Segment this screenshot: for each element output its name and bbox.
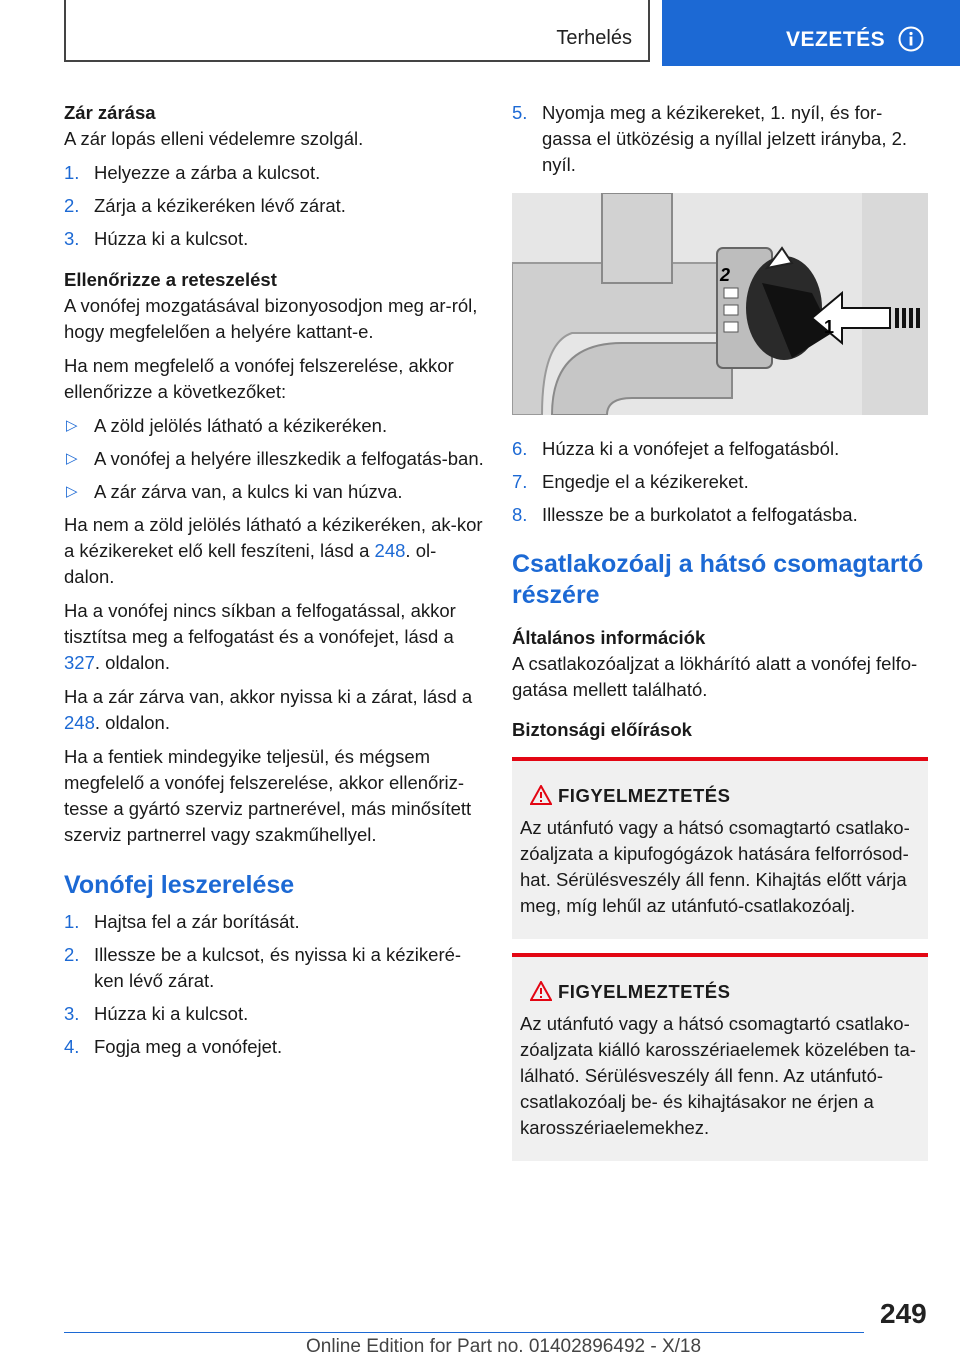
list-item	[64, 160, 484, 186]
list-item	[512, 469, 928, 495]
step-number: 1.	[64, 911, 80, 932]
step-number: 1.	[64, 162, 80, 183]
step-text: Hajtsa fel a zár borítását.	[94, 911, 300, 932]
step-text: Húzza ki a kulcsot.	[94, 1003, 249, 1024]
list-item	[64, 479, 484, 505]
step-text: Illessze be a burkolatot a felfogatásba.	[542, 504, 858, 525]
check-bullet-list	[64, 413, 484, 505]
section-box	[64, 0, 650, 62]
list-item	[64, 446, 484, 472]
chapter-tab-label: VEZETÉS	[786, 28, 886, 51]
step-text: Engedje el a kézikereket.	[542, 471, 749, 492]
step-number: 2.	[64, 195, 80, 216]
warning-box	[512, 953, 928, 1161]
remove-steps-list	[64, 909, 484, 1060]
heading-safety: Biztonsági előírások	[512, 719, 692, 740]
step-number: 4.	[64, 1036, 80, 1057]
list-item	[64, 413, 484, 439]
edition-text: Online Edition for Part no. 01402896492 - X/18	[306, 1336, 702, 1357]
list-item	[64, 193, 484, 219]
towbar-illustration	[512, 193, 928, 415]
paragraph-ref-3: Ha a zár zárva van, akkor nyissa ki a zárat, lásd a 248. oldalon.	[64, 686, 473, 733]
warning-title: FIGYELMEZTETÉS	[520, 979, 920, 1005]
list-item	[512, 436, 928, 462]
footer-divider	[64, 1332, 864, 1333]
bullet-text: A vonófej a helyére illeszkedik a felfogatás-ban.	[94, 448, 484, 469]
warning-triangle-icon	[530, 981, 552, 1001]
step-text: Helyezze a zárba a kulcsot.	[94, 162, 321, 183]
step-text: Fogja meg a vonófejet.	[94, 1036, 283, 1057]
step-number: 5.	[512, 102, 528, 123]
section-title: Terhelés	[556, 27, 632, 49]
page-number: 249	[880, 1298, 927, 1329]
bullet-text: A zár zárva van, a kulcs ki van húzva.	[94, 481, 403, 502]
list-item	[64, 226, 484, 252]
warning-box	[512, 757, 928, 939]
step-text: Nyomja meg a kézikereket, 1. nyíl, és for-gassa el ütközésig a nyíllal jelzett irányba, 2. nyíl.	[542, 102, 908, 175]
step-number: 8.	[512, 504, 528, 525]
warning-text: Az utánfutó vagy a hátsó csomagtartó csatlako-zóaljzata a kipufogógázok hatására felforrósod-hat. Sérülésveszély áll fenn. Kihajtás előtt várja meg, míg lehűl az utánfutó-csatlakozóalj.	[520, 817, 910, 916]
callout-1: 1	[824, 317, 835, 337]
step-text: Húzza ki a kulcsot.	[94, 228, 249, 249]
paragraph-ref-2: Ha a vonófej nincs síkban a felfogatással, akkor tisztítsa meg a felfogatást és a vonófejet, lásd a 327. oldalon.	[64, 600, 456, 673]
list-item	[64, 909, 484, 935]
right-column	[512, 100, 928, 1161]
paragraph-check-1: A vonófej mozgatásával bizonyosodjon meg ar-ról, hogy megfelelően a helyére kattant-e.	[64, 295, 478, 342]
page-link-248[interactable]: 248	[64, 712, 95, 733]
triangle-bullet-icon: ▷	[66, 483, 78, 500]
bullet-text: A zöld jelölés látható a kézikeréken.	[94, 415, 388, 436]
left-column	[64, 100, 484, 1067]
heading-lock: Zár zárása	[64, 102, 156, 123]
heading-check: Ellenőrizze a reteszelést	[64, 269, 277, 290]
step-number: 7.	[512, 471, 528, 492]
triangle-bullet-icon: ▷	[66, 417, 78, 434]
heading-remove: Vonófej leszerelése	[64, 871, 295, 899]
page-header	[0, 0, 960, 66]
list-item	[512, 100, 928, 178]
step-number: 3.	[64, 228, 80, 249]
heading-general: Általános információk	[512, 627, 706, 648]
warning-text: Az utánfutó vagy a hátsó csomagtartó csatlako-zóaljzata kiálló karosszériaelemek közelében ta-lálható. Sérülésveszély áll fenn. Az utánfutó-csatlakozóalj be- és kihajtásakor ne érjen a karosszériaelemekhez.	[520, 1013, 916, 1138]
list-item	[64, 942, 484, 994]
heading-socket: Csatlakozóalj a hátsó csomagtartó részére	[512, 550, 924, 609]
paragraph-lock: A zár lopás elleni védelemre szolgál.	[64, 128, 364, 149]
paragraph-final: Ha a fentiek mindegyike teljesül, és mégsem megfelelő a vonófej felszerelése, akkor ellenőriz-tesse a gyártó szerviz partnerével, más minősített szerviz partnerrel vagy szakműhellyel.	[64, 746, 472, 845]
step-number: 6.	[512, 438, 528, 459]
triangle-bullet-icon: ▷	[66, 450, 78, 467]
page-link-248[interactable]: 248	[374, 540, 406, 561]
warning-title: FIGYELMEZTETÉS	[520, 783, 920, 809]
step-text: Húzza ki a vonófejet a felfogatásból.	[542, 438, 840, 459]
callout-2: 2	[720, 265, 731, 285]
step-text: Illessze be a kulcsot, és nyissa ki a kézikeré-ken lévő zárat.	[94, 944, 462, 991]
steps-after-list	[512, 436, 928, 528]
paragraph-general: A csatlakozóaljzat a lökhárító alatt a vonófej felfo-gatása mellett található.	[512, 653, 918, 700]
page-link-327[interactable]: 327	[64, 652, 95, 673]
lock-steps-list	[64, 160, 484, 252]
list-item	[512, 502, 928, 528]
chapter-tab[interactable]	[662, 0, 960, 66]
warning-triangle-icon	[530, 785, 552, 805]
step-text: Zárja a kézikeréken lévő zárat.	[94, 195, 346, 216]
list-item	[64, 1034, 484, 1060]
step-number: 3.	[64, 1003, 80, 1024]
info-circle-icon[interactable]	[898, 26, 924, 52]
paragraph-check-2: Ha nem megfelelő a vonófej felszerelése, akkor ellenőrizze a következőket:	[64, 355, 454, 402]
step-number: 2.	[64, 944, 80, 965]
paragraph-ref-1: Ha nem a zöld jelölés látható a kézikeréken, ak-kor a kézikereket elő kell feszíteni, lásd a 248. ol-dalon.	[64, 514, 483, 587]
list-item	[64, 1001, 484, 1027]
